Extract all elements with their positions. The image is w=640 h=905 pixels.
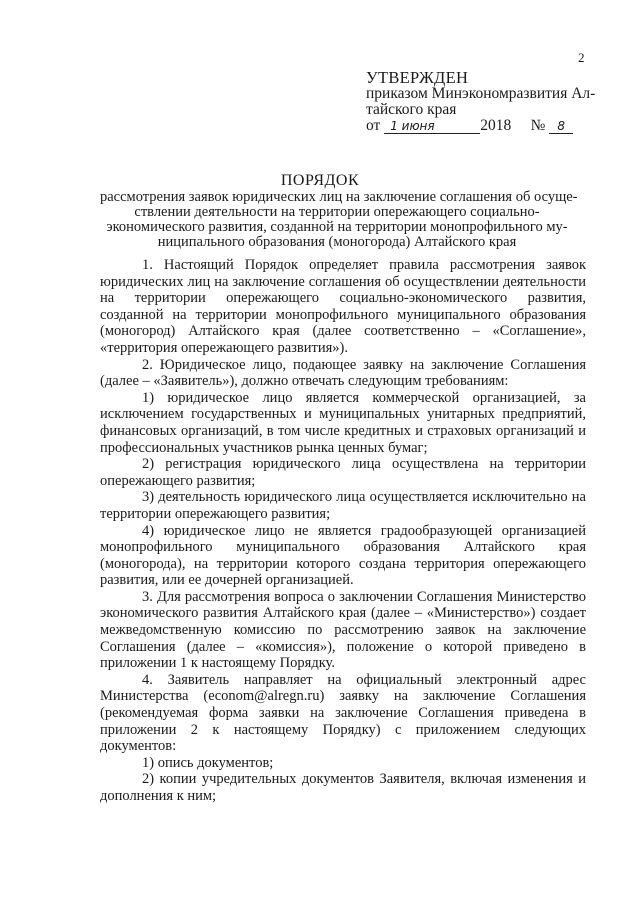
approval-date-line [366,118,595,134]
paragraph: 3. Для рассмотрения вопроса о заключении Соглашения Министерство экономического развития Алтайского края (далее – «Министерство») создает межведомственную комиссию по рассмотрению заявок на заключение Соглашения (далее – «комиссия»), положение о которой приведено в приложении 1 к настоящему Порядку. [100,588,586,672]
paragraph: 2. Юридическое лицо, подающее заявку на заключение Соглашения (далее – «Заявитель»), должно отвечать следующим требованиям: [100,356,586,390]
paragraph: 2) копии учредительных документов Заявителя, включая изменения и дополнения к ним; [100,771,586,804]
page-number: 2 [578,50,585,65]
handwritten-date: 1 июня [384,120,480,134]
document-subtitle [100,189,578,250]
number-label: № [530,117,546,134]
paragraph: 1) юридическое лицо является коммерческой организацией, за исключением государственных и муниципальных унитарных предприятий, финансовых организаций, в том числе кредитных и страховых организаций и профессиональных участников рынка ценных бумаг; [100,389,586,456]
subtitle-line: ниципального образования (моногорода) Алтайского края [157,234,517,250]
paragraph: 3) деятельность юридического лица осуществляется исключительно на территории опережающего развития; [100,489,586,522]
date-prefix: от [366,117,381,134]
paragraph: 4. Заявитель направляет на официальный электронный адрес Министерства (econom@alregn.ru) заявку на заключение Соглашения (рекомендуемая форма заявки на заключение Соглашения приведена в приложении 2 к настоящему Порядку) с приложением следующих документов: [100,671,586,755]
approval-word: УТВЕРЖДЕН [366,68,469,87]
approval-line-1: приказом Минэкономразвития Ал- [366,85,596,102]
subtitle-line: ствлении деятельности на территории опережающего социально- [134,204,540,220]
approval-stamp-block [366,70,595,134]
subtitle-line: экономического развития, созданной на территории монопрофильного му- [106,219,568,235]
approval-line-2: тайского края [366,101,457,118]
handwritten-number: 8 [549,120,573,134]
paragraph: 1. Настоящий Порядок определяет правила рассмотрения заявок юридических лиц на заключение соглашения об осуществлении деятельности на территории опережающего социально-экономического развития, созданной на территории монопрофильного муниципального образования (моногород) Алтайского края (далее соответственно – «Соглашение», «территория опережающего развития»). [100,257,586,356]
document-body [100,257,586,805]
paragraph: 4) юридическое лицо не является градообразующей организацией монопрофильного муниципального образования Алтайского края (моногорода), на территории которого создана территория опережающего развития, или ее дочерней организацией. [100,522,586,589]
subtitle-line: рассмотрения заявок юридических лиц на заключение соглашения об осуще- [100,189,578,205]
date-year: 2018 [480,117,512,134]
paragraph: 2) регистрация юридического лица осуществлена на территории опережающего развития; [100,456,586,489]
document-title: ПОРЯДОК [280,172,360,189]
paragraph: 1) опись документов; [142,754,274,771]
